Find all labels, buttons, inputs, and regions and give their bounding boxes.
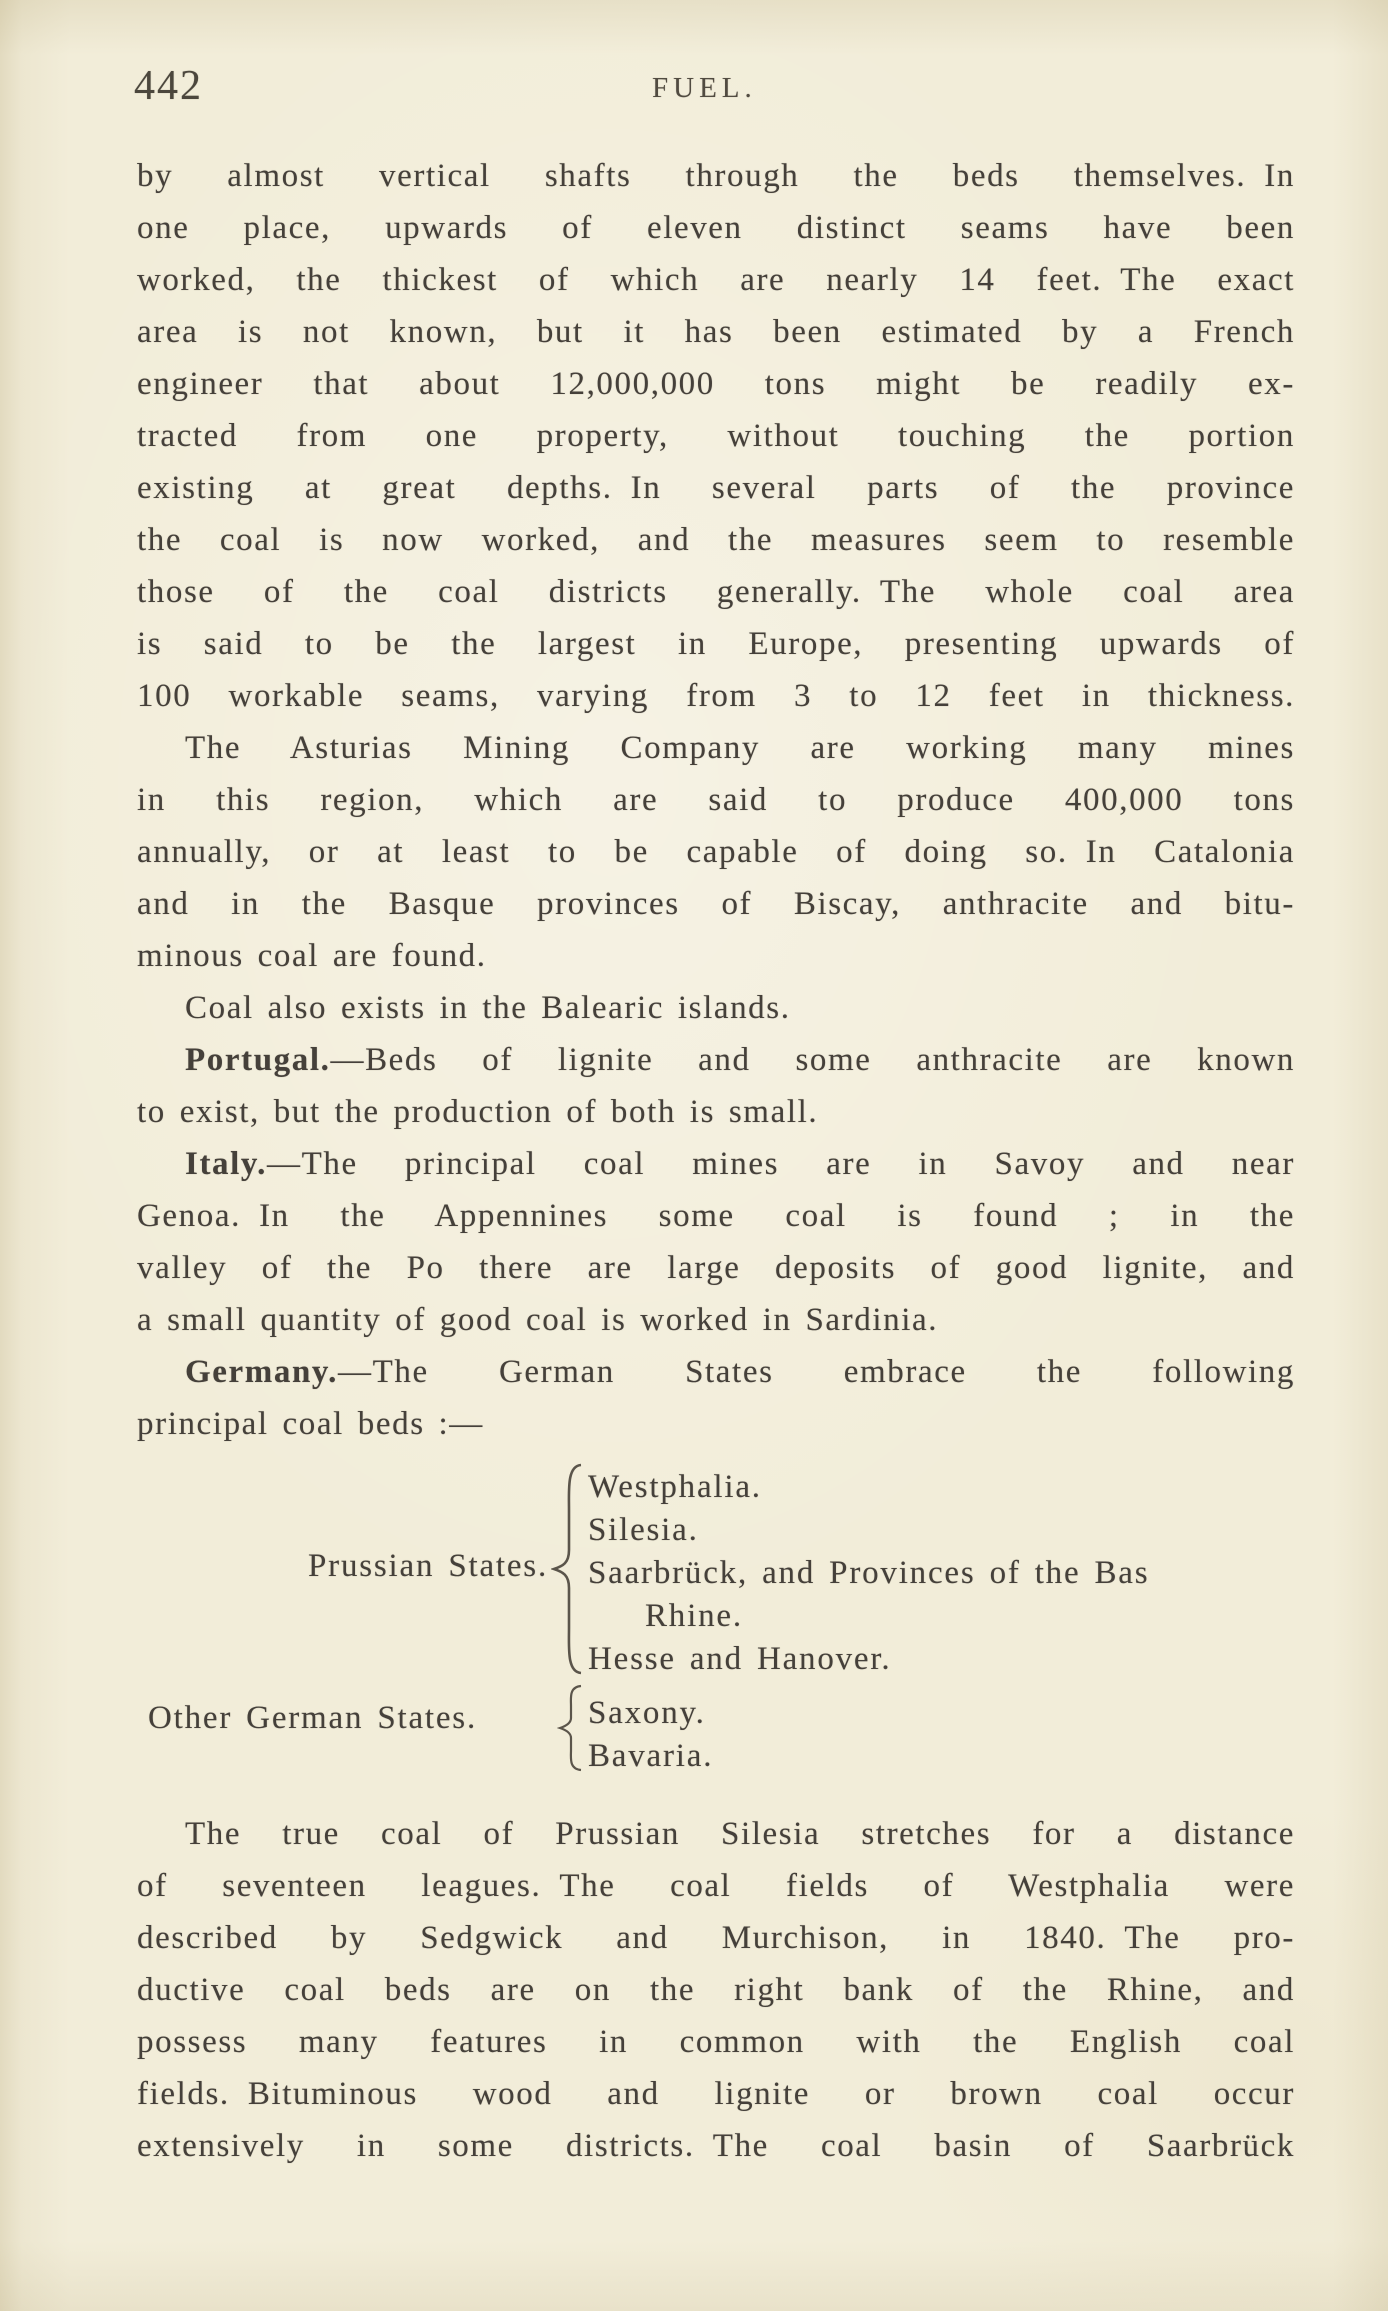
text-line: Coal also exists in the Balearic islands.	[185, 990, 791, 1026]
text-line: Portugal.—Beds of lignite and some anthracite are known	[185, 1042, 1295, 1078]
text-line: Genoa. In the Appennines some coal is found ; in the	[137, 1198, 1295, 1234]
brace-icon	[551, 1462, 583, 1676]
text-line: extensively in some districts. The coal basin of Saarbrück	[137, 2128, 1295, 2164]
text-line: ductive coal beds are on the right bank of the Rhine, and	[137, 1972, 1295, 2008]
text-line: worked, the thickest of which are nearly 14 feet. The exact	[137, 262, 1295, 298]
body-text-lower	[137, 1808, 1295, 2172]
other-german-states-list	[588, 1692, 713, 1778]
text-line: in this region, which are said to produce 400,000 tons	[137, 782, 1295, 818]
text-line: Germany.—The German States embrace the following	[185, 1354, 1295, 1390]
paragraph-headword: Portugal.	[185, 1042, 331, 1078]
text-line: to exist, but the production of both is small.	[137, 1094, 819, 1130]
group-label-other-german-states: Other German States.	[148, 1700, 477, 1736]
paragraph-headword: Italy.	[185, 1146, 268, 1182]
brace-icon	[557, 1684, 583, 1772]
text-line: The Asturias Mining Company are working many mines	[185, 730, 1295, 766]
text-line: engineer that about 12,000,000 tons might be readily ex-	[137, 366, 1295, 402]
running-title: FUEL.	[652, 72, 757, 104]
text-line: is said to be the largest in Europe, presenting upwards of	[137, 626, 1295, 662]
brace-item: Rhine.	[645, 1598, 743, 1634]
text-line: and in the Basque provinces of Biscay, anthracite and bitu-	[137, 886, 1295, 922]
text-line: valley of the Po there are large deposits of good lignite, and	[137, 1250, 1295, 1286]
page-number: 442	[134, 63, 203, 109]
text-line: tracted from one property, without touching the portion	[137, 418, 1295, 454]
coal-beds-table	[0, 1450, 1388, 1808]
text-line: a small quantity of good coal is worked in Sardinia.	[137, 1302, 939, 1338]
text-line: The true coal of Prussian Silesia stretches for a distance	[185, 1816, 1295, 1852]
text-line: existing at great depths. In several parts of the province	[137, 470, 1295, 506]
text-line: annually, or at least to be capable of doing so. In Catalonia	[137, 834, 1295, 870]
brace-item: Saxony.	[588, 1695, 706, 1731]
text-line: those of the coal districts generally. The whole coal area	[137, 574, 1295, 610]
text-line: of seventeen leagues. The coal fields of Westphalia were	[137, 1868, 1295, 1904]
text-line: possess many features in common with the English coal	[137, 2024, 1295, 2060]
text-line: the coal is now worked, and the measures seem to resemble	[137, 522, 1295, 558]
text-line: Italy.—The principal coal mines are in Savoy and near	[185, 1146, 1295, 1182]
text-line: principal coal beds :—	[137, 1406, 484, 1442]
paragraph-headword: Germany.	[185, 1354, 339, 1390]
text-line: by almost vertical shafts through the beds themselves. In	[137, 158, 1295, 194]
brace-item: Saarbrück, and Provinces of the Bas	[588, 1555, 1150, 1591]
text-line: one place, upwards of eleven distinct seams have been	[137, 210, 1295, 246]
brace-item: Silesia.	[588, 1512, 699, 1548]
prussian-states-list	[588, 1466, 1149, 1681]
text-line: 100 workable seams, varying from 3 to 12 feet in thickness.	[137, 678, 1295, 714]
body-text-upper	[137, 150, 1295, 1450]
text-line: described by Sedgwick and Murchison, in 1840. The pro-	[137, 1920, 1295, 1956]
brace-item: Hesse and Hanover.	[588, 1641, 892, 1677]
text-line: fields. Bituminous wood and lignite or brown coal occur	[137, 2076, 1295, 2112]
brace-item: Westphalia.	[588, 1469, 762, 1505]
group-label-prussian-states: Prussian States.	[308, 1548, 548, 1584]
text-line: minous coal are found.	[137, 938, 487, 974]
brace-item: Bavaria.	[588, 1738, 714, 1774]
text-line: area is not known, but it has been estimated by a French	[137, 314, 1295, 350]
